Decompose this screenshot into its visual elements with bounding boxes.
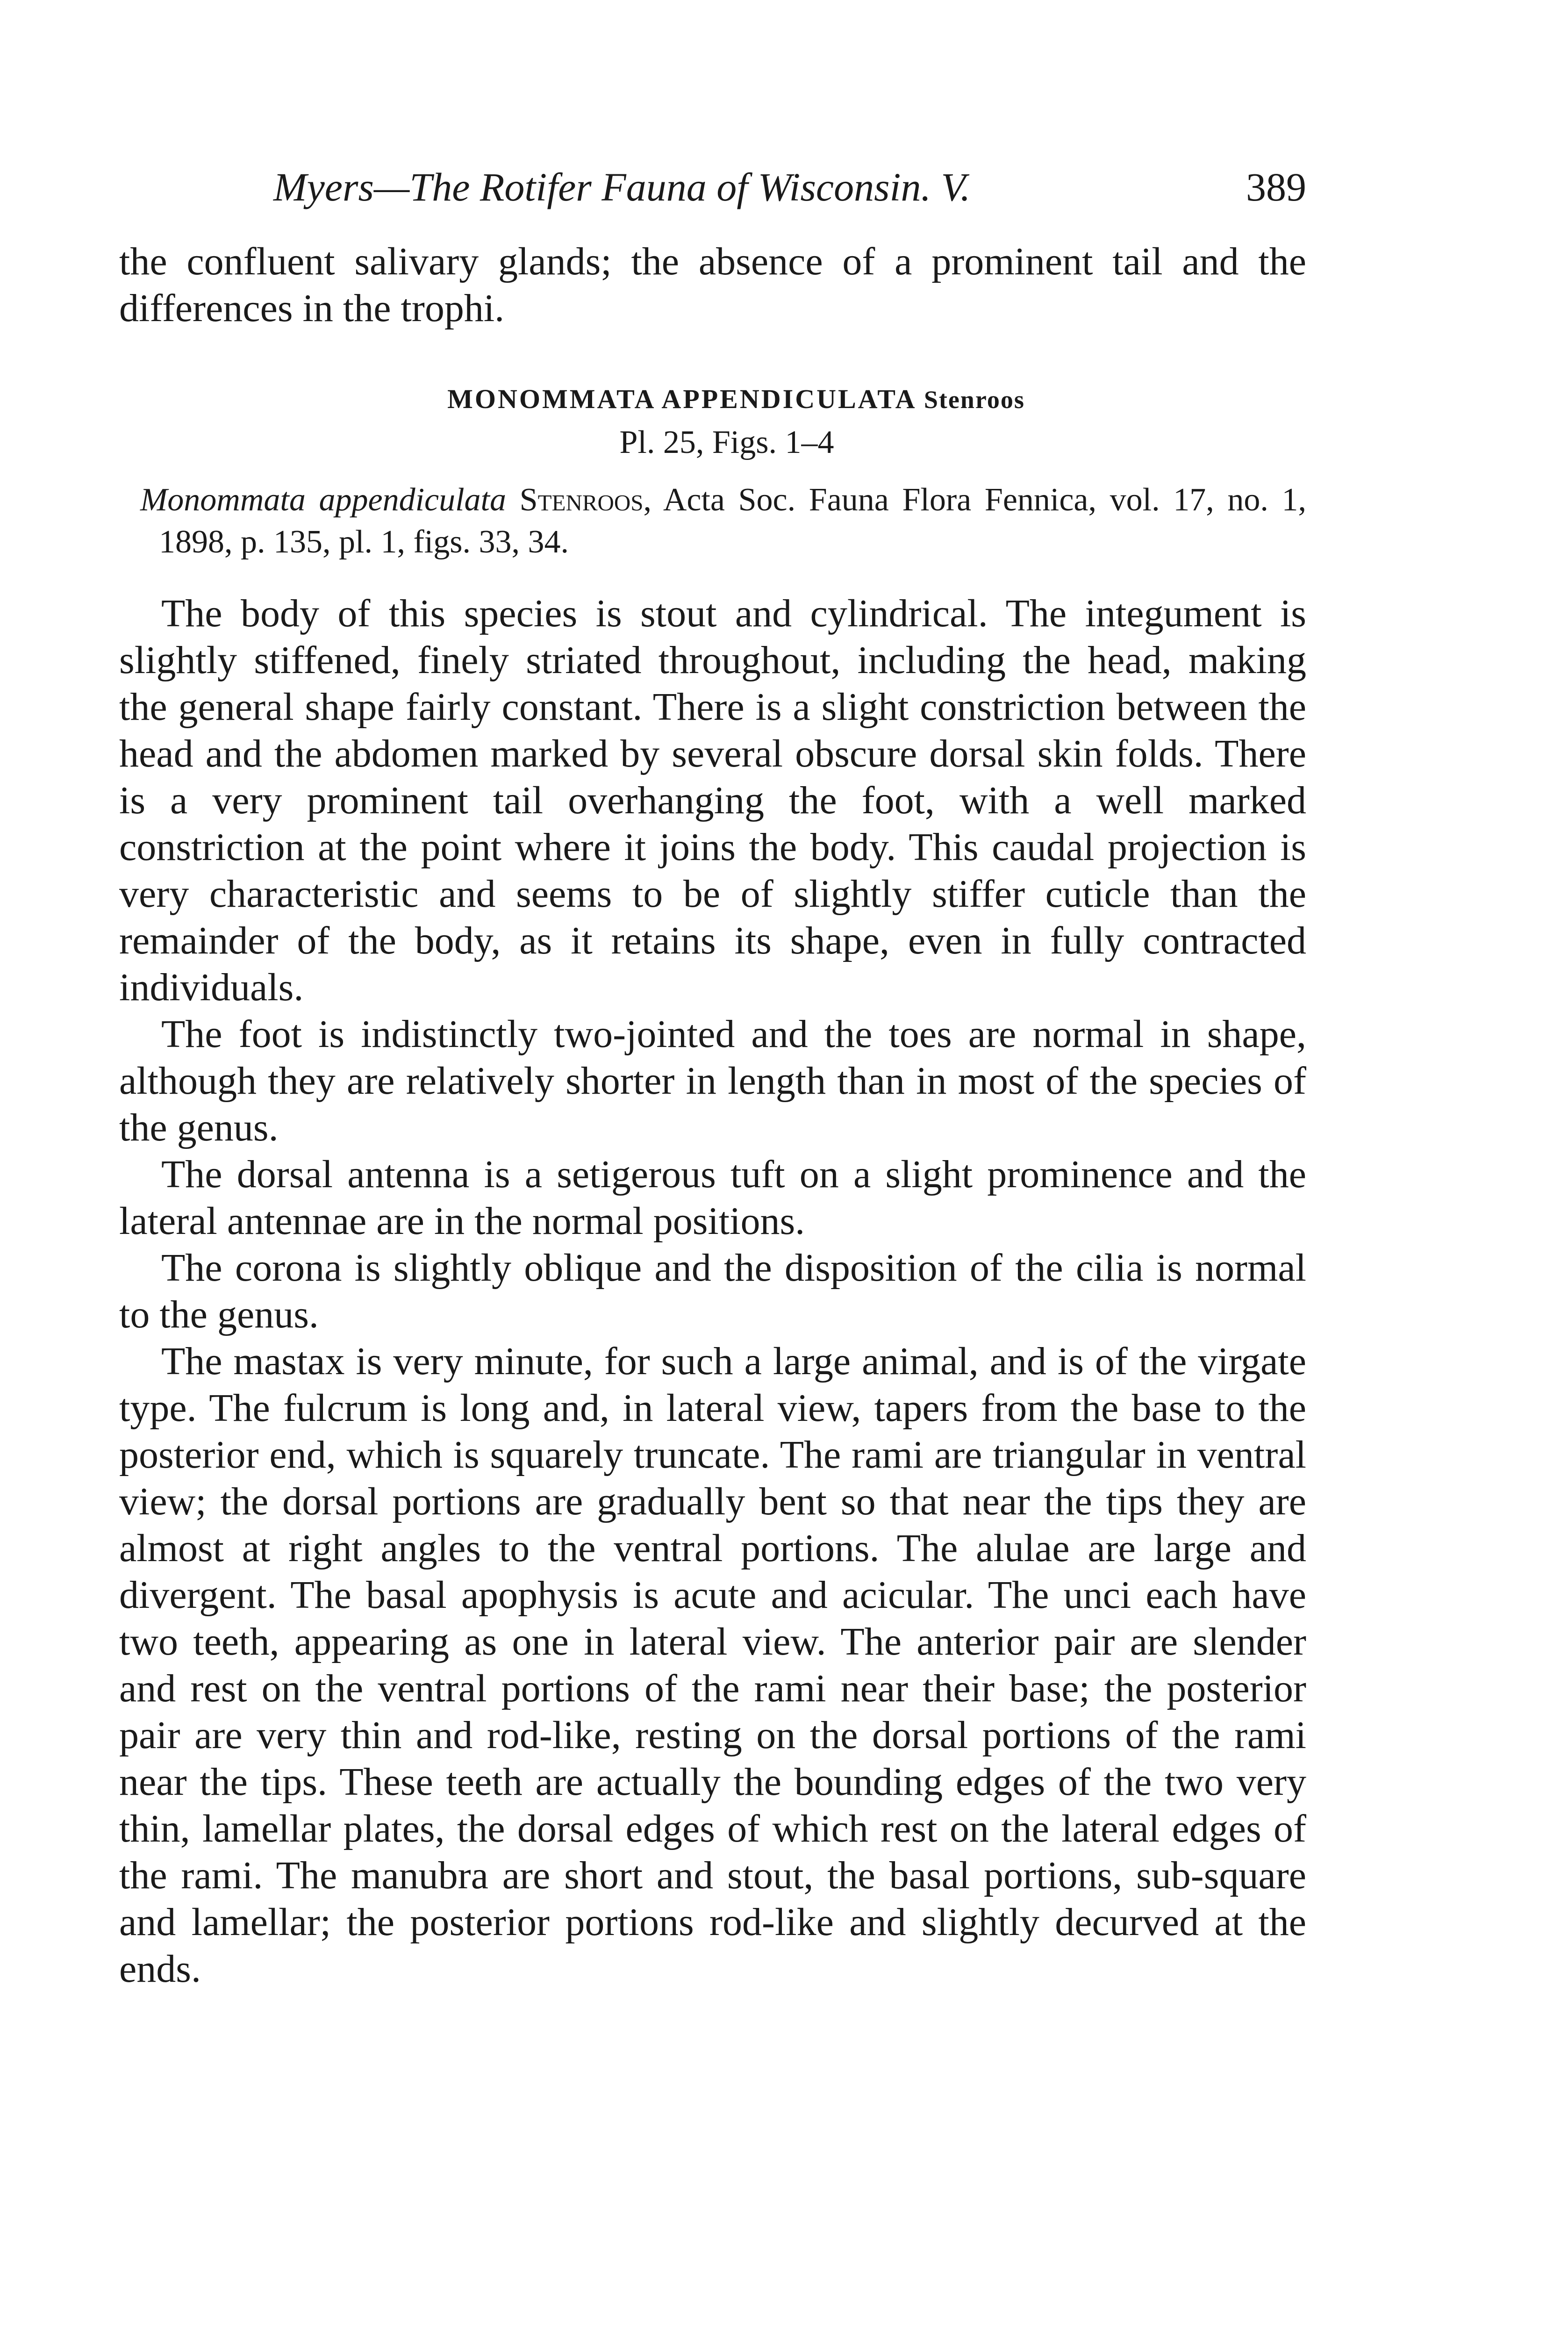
- species-description: [119, 590, 1306, 1993]
- page: [119, 164, 1306, 1993]
- continuation-paragraph: the confluent salivary glands; the absence of a prominent tail and the differences in the trophi.: [119, 240, 1306, 330]
- species-authority: Stenroos: [924, 386, 1025, 414]
- plate-reference: Pl. 25, Figs. 1–4: [619, 424, 834, 460]
- species-name: MONOMMATA APPENDICULATA: [447, 384, 916, 414]
- synonymy-author: Stenroos,: [519, 482, 652, 518]
- synonymy-citation: [119, 479, 1306, 563]
- running-header: [119, 164, 1306, 215]
- page-number: 389: [1246, 165, 1306, 209]
- paragraph-foot: The foot is indistinctly two-jointed and the toes are normal in shape, although they are relatively shorter in length than in most of the species of the genus.: [119, 1012, 1306, 1149]
- body-text: [119, 238, 1306, 332]
- paragraph-corona: The corona is slightly oblique and the disposition of the cilia is normal to the genus.: [119, 1246, 1306, 1336]
- synonymy-reference: Acta Soc. Fauna Flora Fennica, vol. 17, no. 1, 1898, p. 135, pl. 1, figs. 33, 34.: [159, 482, 1307, 560]
- paragraph-mastax: The mastax is very minute, for such a large animal, and is of the virgate type. The fulcrum is long and, in lateral view, tapers from the base to the posterior end, which is squarely truncate. The rami are triangular in ventral view; the dorsal portions are gradually bent so that near the tips they are almost at right angles to the ventral portions. The alulae are large and divergent. The basal apophysis is acute and acicular. The unci each have two teeth, appearing as one in lateral view. The anterior pair are slender and rest on the ventral portions of the rami near their base; the posterior pair are very thin and rod-like, resting on the dorsal portions of the rami near the tips. These teeth are actually the bounding edges of the two very thin, lamellar plates, the dorsal edges of which rest on the lateral edges of the rami. The manubra are short and stout, the basal portions, sub-square and lamellar; the posterior portions rod-like and slightly decurved at the ends.: [119, 1340, 1306, 1991]
- paragraph-body-shape: The body of this species is stout and cylindrical. The integument is slightly stiffened, finely striated throughout, including the head, making the general shape fairly constant. There is a slight constriction between the head and the abdomen marked by several obscure dorsal skin folds. There is a very prominent tail overhanging the foot, with a well marked constriction at the point where it joins the body. This caudal projection is very characteristic and seems to be of slightly stiffer cuticle than the remainder of the body, as it retains its shape, even in fully contracted individuals.: [119, 592, 1306, 1009]
- synonymy-taxon: Monommata appendiculata: [140, 482, 506, 518]
- running-title: Myers—The Rotifer Fauna of Wisconsin. V.: [273, 165, 971, 209]
- paragraph-antennae: The dorsal antenna is a setigerous tuft on a slight prominence and the lateral antennae are in the normal positions.: [119, 1153, 1306, 1243]
- species-heading: [119, 383, 1306, 415]
